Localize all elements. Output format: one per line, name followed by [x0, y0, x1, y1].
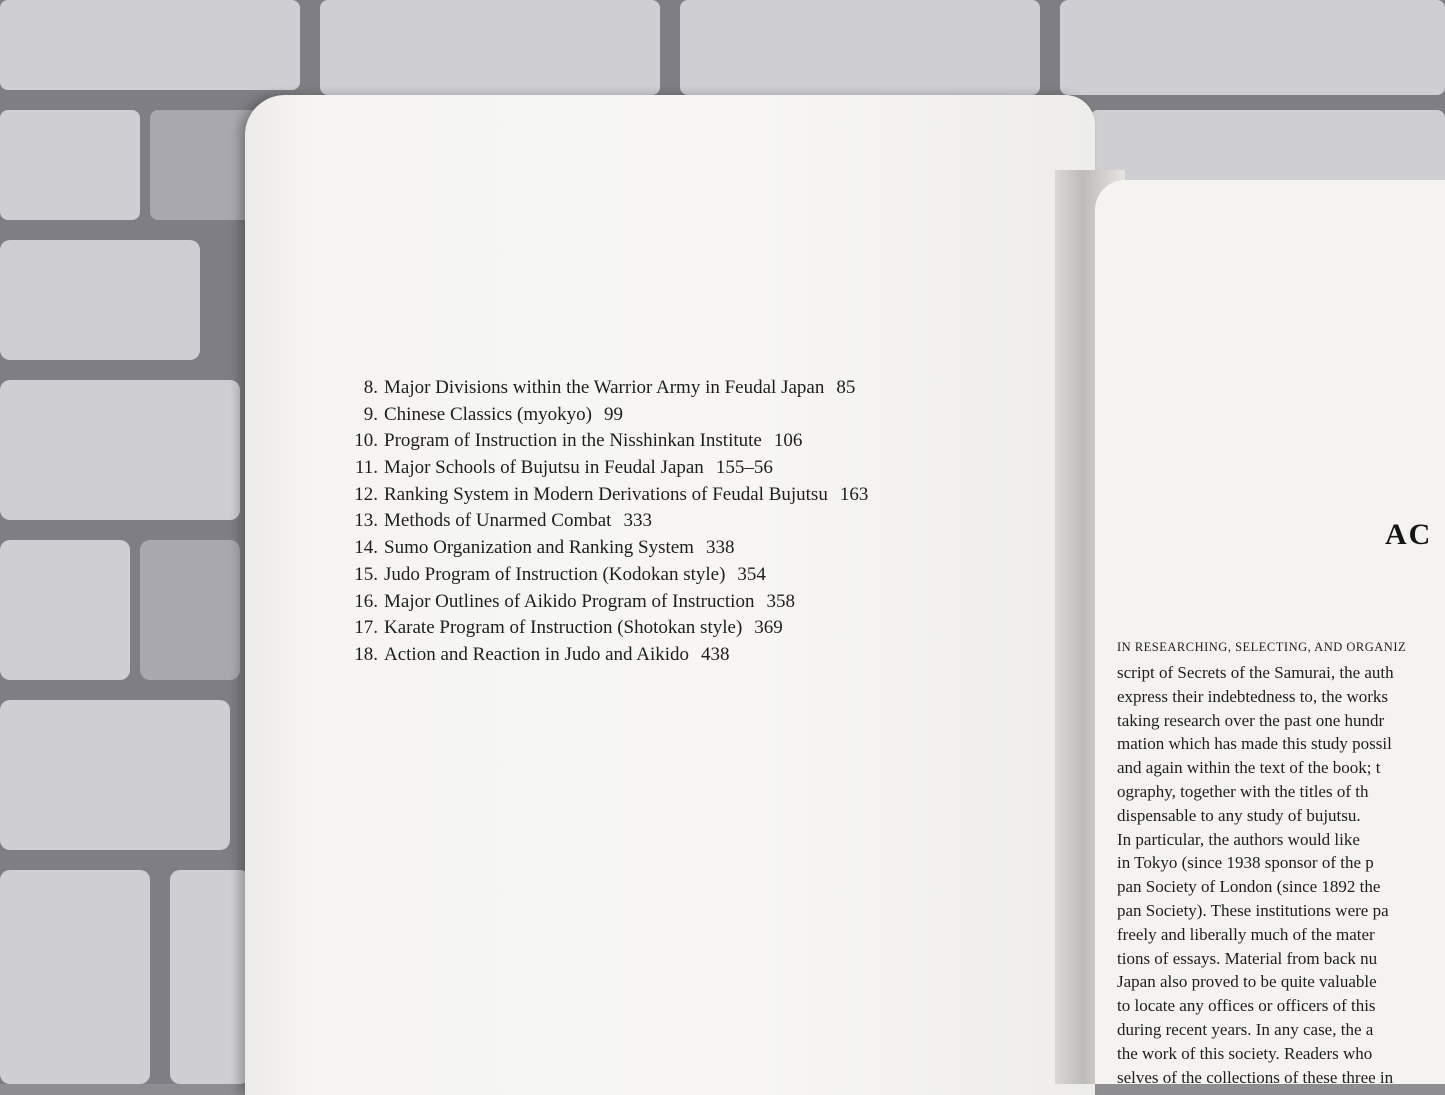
toc-entry — [352, 482, 868, 509]
toc-entry-number: 16. — [354, 590, 378, 612]
right-page-line: express their indebtedness to, the works — [1117, 686, 1388, 706]
toc-entry-number: 8. — [363, 377, 378, 398]
toc-entry-title: Major Divisions within the Warrior Army in Feudal Japan — [384, 377, 825, 398]
toc-entry — [352, 508, 868, 535]
toc-entry-page: 163 — [839, 483, 869, 505]
toc-entry-number: 17. — [354, 617, 378, 639]
toc-entry — [352, 562, 868, 589]
toc-entry-page: 155–56 — [715, 457, 773, 479]
right-page-line: during recent years. In any case, the a — [1117, 1020, 1374, 1039]
illustrations-list — [352, 375, 868, 669]
toc-entry-title: Methods of Unarmed Combat — [384, 510, 612, 532]
toc-entry — [352, 589, 868, 616]
toc-entry-title: Action and Reaction in Judo and Aikido — [384, 643, 690, 665]
right-page-line: Japan also proved to be quite valuable — [1117, 972, 1377, 992]
toc-entry-title: Ranking System in Modern Derivations of Feudal Bujutsu — [384, 483, 828, 505]
toc-entry — [352, 615, 868, 642]
right-page-line: pan Society). These institutions were pa — [1117, 901, 1389, 920]
toc-entry-number: 13. — [354, 510, 378, 532]
right-page-line: pan Society of London (since 1892 the — [1117, 877, 1381, 897]
toc-entry — [352, 402, 868, 429]
toc-entry-number: 15. — [354, 563, 378, 585]
toc-entry — [352, 455, 868, 482]
right-page-line: tions of essays. Material from back nu — [1117, 948, 1378, 968]
toc-entry-page: 354 — [737, 563, 766, 585]
right-page-line: selves of the collections of these three in — [1117, 1067, 1394, 1087]
toc-entry-page: 106 — [773, 430, 803, 452]
right-page-line: freely and liberally much of the mater — [1117, 924, 1375, 944]
toc-entry-title: Sumo Organization and Ranking System — [384, 537, 694, 559]
toc-entry-page: 333 — [623, 510, 652, 532]
toc-entry-number: 12. — [354, 483, 378, 505]
toc-entry — [352, 535, 868, 562]
toc-entry-title: Major Schools of Bujutsu in Feudal Japan — [384, 457, 704, 479]
right-page-line: mation which has made this study possil — [1117, 734, 1392, 754]
right-page-line: In particular, the authors would like — [1117, 829, 1360, 849]
right-page-line: taking research over the past one hundr — [1117, 710, 1385, 730]
toc-entry — [352, 375, 868, 402]
toc-entry-number: 10. — [354, 430, 378, 452]
toc-entry-page: 99 — [603, 403, 623, 425]
toc-entry-page: 85 — [836, 377, 856, 398]
right-page-line: in Tokyo (since 1938 sponsor of the p — [1117, 853, 1374, 873]
toc-entry-title: Judo Program of Instruction (Kodokan style) — [384, 563, 726, 585]
right-page-line: ography, together with the titles of th — [1117, 782, 1369, 801]
toc-entry-title: Karate Program of Instruction (Shotokan style) — [384, 617, 743, 639]
toc-entry-page: 338 — [705, 537, 735, 559]
toc-entry-number: 11. — [354, 457, 378, 479]
toc-entry-page: 358 — [766, 590, 795, 612]
right-page-line: and again within the text of the book; t — [1117, 758, 1381, 778]
toc-entry-number: 9. — [363, 403, 378, 425]
toc-entry-page: 438 — [701, 643, 730, 665]
toc-entry-number: 14. — [354, 537, 378, 559]
toc-entry — [352, 428, 868, 455]
right-page-line: the work of this society. Readers who — [1117, 1043, 1373, 1063]
right-page-line: to locate any offices or officers of this — [1117, 996, 1376, 1016]
toc-entry — [352, 642, 868, 669]
right-page-heading: AC — [1385, 518, 1433, 551]
right-page-line: script of Secrets of the Samurai, the auth — [1117, 663, 1394, 682]
toc-entry-title: Major Outlines of Aikido Program of Instruction — [384, 590, 755, 612]
toc-entry-page: 369 — [754, 617, 783, 639]
toc-entry-number: 18. — [354, 643, 378, 665]
opening-caps-line: IN RESEARCHING, SELECTING, AND ORGANIZ — [1117, 640, 1407, 654]
toc-entry-title: Chinese Classics (myokyo) — [384, 403, 592, 425]
toc-entry-title: Program of Instruction in the Nisshinkan Institute — [384, 430, 762, 452]
right-page-line: dispensable to any study of bujutsu. — [1117, 805, 1361, 825]
